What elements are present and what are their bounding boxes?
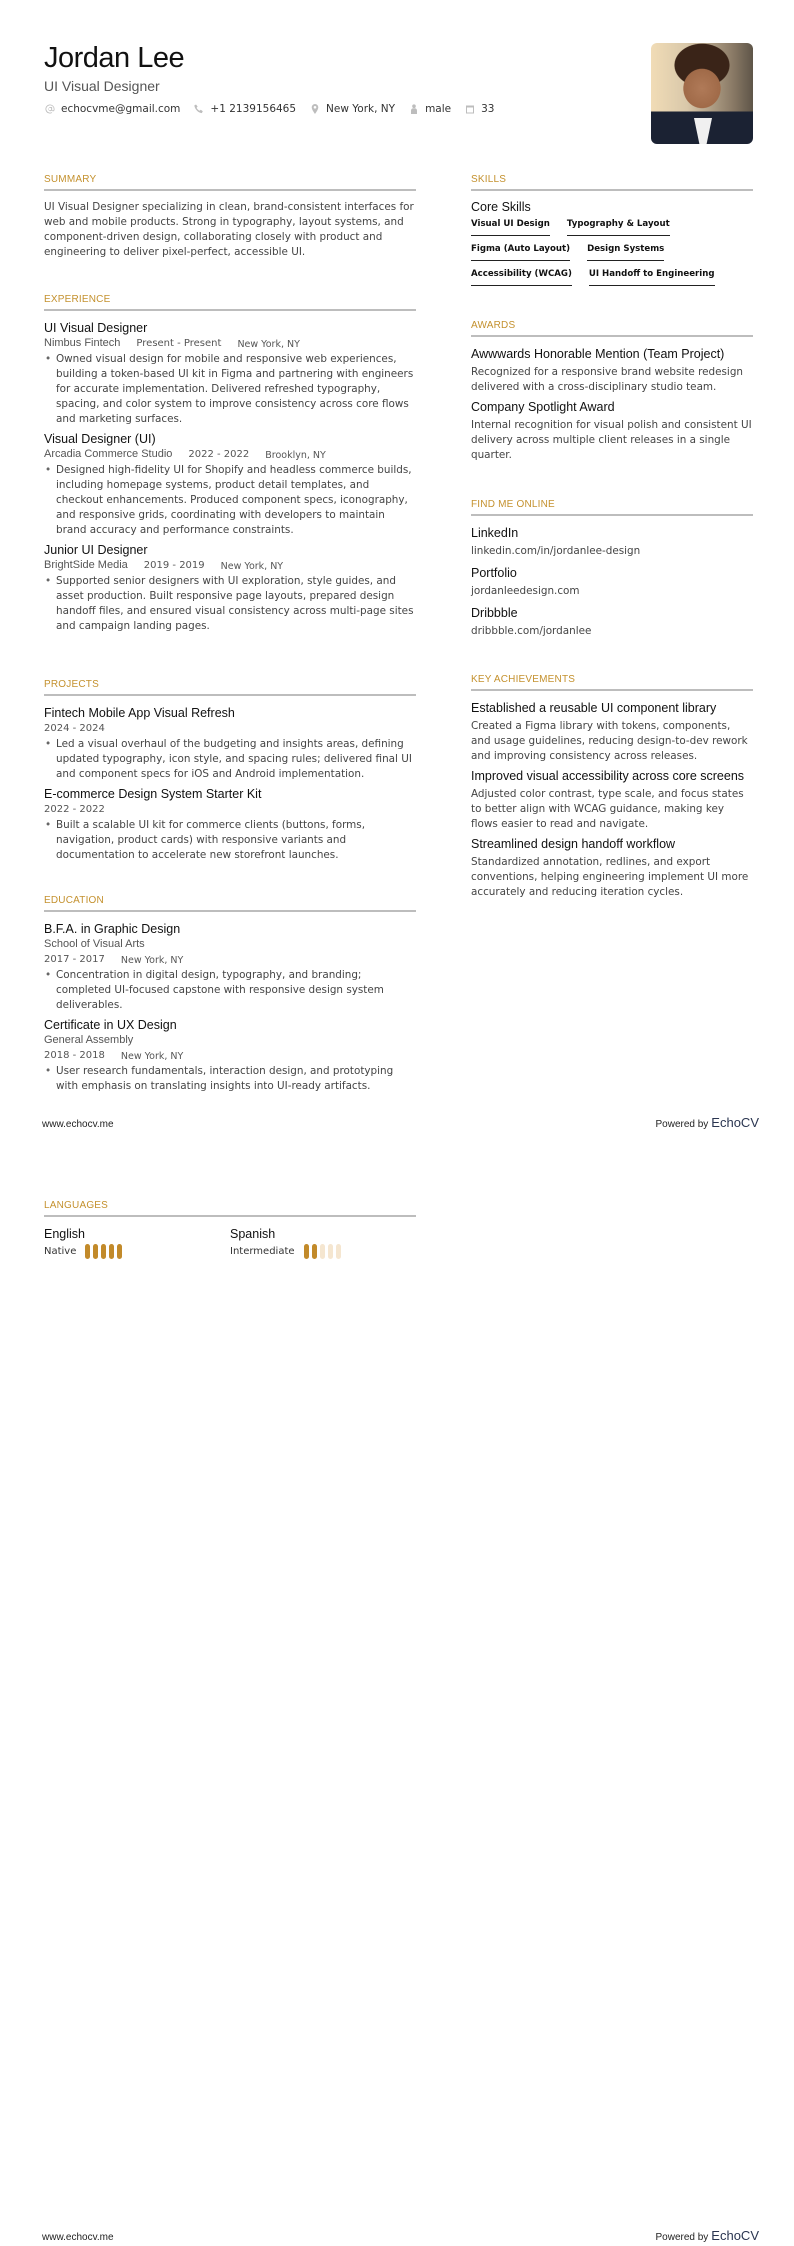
edu-location: New York, NY — [120, 955, 184, 966]
edu-dates: 2017 - 2017 — [44, 954, 105, 965]
award-entry — [471, 346, 753, 395]
proficiency-bar-filled — [101, 1244, 106, 1259]
achievement-entry — [471, 768, 753, 832]
project-bullet: • Built a scalable UI kit for commerce clients (buttons, forms, navigation, product cards) with responsive variants and documentation to accelerate new storefront launches. — [44, 818, 416, 863]
achievements-section — [471, 674, 753, 904]
online-label-portfolio: Portfolio — [471, 566, 517, 580]
portfolio-link[interactable]: jordanleedesign.com — [471, 585, 580, 597]
project-dates: 2024 - 2024 — [44, 723, 105, 734]
achievement-title: Established a reusable UI component library — [471, 701, 717, 715]
project-entry — [44, 786, 416, 863]
job-dates: Present - Present — [136, 338, 222, 349]
age-text: 33 — [481, 103, 495, 115]
language-level: Intermediate — [230, 1246, 295, 1257]
footer-site-link[interactable]: www.echocv.me — [42, 2232, 114, 2243]
section-title-skills: SKILLS — [471, 174, 753, 191]
school: School of Visual Arts — [44, 938, 145, 950]
degree: B.F.A. in Graphic Design — [44, 922, 181, 936]
phone-icon — [193, 104, 204, 115]
proficiency-bar-empty — [328, 1244, 333, 1259]
contact-gender — [408, 103, 451, 115]
location-pin-icon — [309, 104, 320, 115]
profile-photo — [651, 43, 753, 144]
achievement-entry — [471, 836, 753, 900]
candidate-name: Jordan Lee — [44, 42, 185, 74]
language-entry — [230, 1226, 416, 1259]
award-desc: Recognized for a responsive brand website redesign delivered with a cross-disciplinary studio team. — [471, 366, 744, 393]
award-desc: Internal recognition for visual polish and consistent UI delivery across multiple client releases in a single quarter. — [471, 419, 752, 461]
summary-section — [44, 174, 416, 260]
skill-list — [471, 218, 741, 293]
education-entry — [44, 1017, 416, 1094]
section-title-languages: LANGUAGES — [44, 1200, 416, 1217]
project-entry — [44, 705, 416, 782]
section-title-online: FIND ME ONLINE — [471, 499, 753, 516]
section-title-experience: EXPERIENCE — [44, 294, 416, 311]
job-bullet: • Owned visual design for mobile and responsive web experiences, building a token-based UI kit in Figma and partnering with engineers for accurate implementation. Delivered refreshed typography, spacing, and color system to improve consistency across core flows and marketing surfaces. — [44, 352, 416, 427]
job-title: Visual Designer (UI) — [44, 432, 156, 446]
experience-section — [44, 294, 416, 638]
skill-chip: UI Handoff to Engineering — [589, 268, 715, 286]
online-label-dribbble: Dribbble — [471, 606, 518, 620]
achievement-entry — [471, 700, 753, 764]
edu-bullet: • Concentration in digital design, typography, and branding; completed UI-focused capstone with responsive design system deliverables. — [44, 968, 416, 1013]
project-dates: 2022 - 2022 — [44, 804, 105, 815]
company: Nimbus Fintech — [44, 337, 121, 349]
award-title: Awwwards Honorable Mention (Team Project) — [471, 347, 725, 361]
powered-by — [655, 2228, 759, 2243]
phone-text: +1 2139156465 — [210, 103, 297, 115]
experience-entry — [44, 431, 416, 538]
experience-entry — [44, 542, 416, 634]
skill-group-title: Core Skills — [471, 200, 531, 214]
powered-by — [655, 1115, 759, 1130]
skills-section — [471, 174, 753, 293]
proficiency-bar-filled — [304, 1244, 309, 1259]
contact-location — [309, 103, 395, 115]
job-dates: 2019 - 2019 — [143, 560, 205, 571]
degree: Certificate in UX Design — [44, 1018, 177, 1032]
skill-chip: Figma (Auto Layout) — [471, 243, 570, 261]
summary-text: UI Visual Designer specializing in clean, brand-consistent interfaces for web and mobile products. Strong in typography, layout systems, and component-driven design, collaborating closely with product and engineering to deliver pixel-perfect, accessible UI. — [44, 201, 414, 258]
school: General Assembly — [44, 1034, 134, 1046]
contact-phone[interactable] — [193, 103, 296, 115]
calendar-icon — [464, 104, 475, 115]
powered-by-label: Powered by — [655, 2232, 709, 2243]
location-text: New York, NY — [326, 103, 396, 115]
edu-dates: 2018 - 2018 — [44, 1050, 105, 1061]
brand-logo[interactable]: EchoCV — [711, 1115, 759, 1130]
email-text: echocvme@gmail.com — [61, 103, 181, 115]
education-entry — [44, 921, 416, 1013]
contact-bar — [44, 103, 508, 115]
achievement-desc: Created a Figma library with tokens, components, and usage guidelines, reducing design-to-dev rework and improving consistency across releases. — [471, 720, 748, 762]
proficiency-bar-filled — [109, 1244, 114, 1259]
achievement-title: Streamlined design handoff workflow — [471, 837, 676, 851]
language-name: English — [44, 1227, 85, 1241]
linkedin-link[interactable]: linkedin.com/in/jordanlee-design — [471, 545, 641, 557]
project-title: E-commerce Design System Starter Kit — [44, 787, 262, 801]
section-title-achievements: KEY ACHIEVEMENTS — [471, 674, 753, 691]
page-footer — [42, 2228, 759, 2243]
section-title-education: EDUCATION — [44, 895, 416, 912]
edu-bullet: • User research fundamentals, interaction design, and prototyping with emphasis on translating insights into UI-ready artifacts. — [44, 1064, 416, 1094]
edu-location: New York, NY — [120, 1051, 184, 1062]
company: Arcadia Commerce Studio — [44, 448, 173, 460]
skill-chip: Typography & Layout — [567, 218, 670, 236]
job-location: Brooklyn, NY — [265, 450, 326, 461]
proficiency-bar-filled — [312, 1244, 317, 1259]
language-entry — [44, 1226, 230, 1259]
proficiency-bar-filled — [93, 1244, 98, 1259]
languages-section — [44, 1200, 416, 1259]
projects-section — [44, 679, 416, 867]
powered-by-label: Powered by — [655, 1119, 709, 1130]
job-bullet: • Designed high-fidelity UI for Shopify and headless commerce builds, including homepage systems, product detail templates, and checkout enhancements. Produced component specs, iconography, and responsive grids, coordinating with developers to maintain brand accuracy and performance constraints. — [44, 463, 416, 538]
contact-age — [464, 103, 494, 115]
brand-logo[interactable]: EchoCV — [711, 2228, 759, 2243]
contact-email[interactable] — [44, 103, 180, 115]
skill-chip: Design Systems — [587, 243, 664, 261]
proficiency-bars — [304, 1244, 344, 1259]
job-location: New York, NY — [220, 561, 284, 572]
job-bullet: • Supported senior designers with UI exploration, style guides, and asset production. Built responsive page layouts, prepared design handoff files, and ensured visual consistency across multi-page sites and campaign landing pages. — [44, 574, 416, 634]
section-title-awards: AWARDS — [471, 320, 753, 337]
online-label-linkedin: LinkedIn — [471, 526, 519, 540]
proficiency-bars — [85, 1244, 125, 1259]
online-section — [471, 499, 753, 645]
job-location: New York, NY — [237, 339, 300, 350]
skill-chip: Visual UI Design — [471, 218, 550, 236]
candidate-title: UI Visual Designer — [44, 78, 160, 94]
section-title-summary: SUMMARY — [44, 174, 416, 191]
job-dates: 2022 - 2022 — [188, 449, 250, 460]
project-title: Fintech Mobile App Visual Refresh — [44, 706, 235, 720]
proficiency-bar-filled — [117, 1244, 122, 1259]
achievement-title: Improved visual accessibility across core screens — [471, 769, 745, 783]
gender-text: male — [425, 103, 452, 115]
education-section — [44, 895, 416, 1098]
proficiency-bar-filled — [85, 1244, 90, 1259]
achievement-desc: Standardized annotation, redlines, and export conventions, helping engineering implement UI more accurately and reducing iteration cycles. — [471, 856, 749, 898]
person-icon — [408, 104, 419, 115]
language-name: Spanish — [230, 1227, 276, 1241]
proficiency-bar-empty — [336, 1244, 341, 1259]
project-bullet: • Led a visual overhaul of the budgeting and insights areas, defining updated typography, icon style, and spacing rules; delivered final UI and component specs for iOS and Android implementation. — [44, 737, 416, 782]
section-title-projects: PROJECTS — [44, 679, 416, 696]
skill-chip: Accessibility (WCAG) — [471, 268, 572, 286]
dribbble-link[interactable]: dribbble.com/jordanlee — [471, 625, 592, 637]
proficiency-bar-empty — [320, 1244, 325, 1259]
experience-entry — [44, 320, 416, 427]
award-entry — [471, 399, 753, 463]
job-title: Junior UI Designer — [44, 543, 148, 557]
at-icon — [44, 104, 55, 115]
job-title: UI Visual Designer — [44, 321, 148, 335]
achievement-desc: Adjusted color contrast, type scale, and focus states to better align with WCAG guidance, making key flows easier to read and navigate. — [471, 788, 744, 830]
awards-section — [471, 320, 753, 467]
language-level: Native — [44, 1246, 77, 1257]
footer-site-link[interactable]: www.echocv.me — [42, 1119, 114, 1130]
page-footer — [42, 1115, 759, 1130]
company: BrightSide Media — [44, 559, 128, 571]
award-title: Company Spotlight Award — [471, 400, 615, 414]
